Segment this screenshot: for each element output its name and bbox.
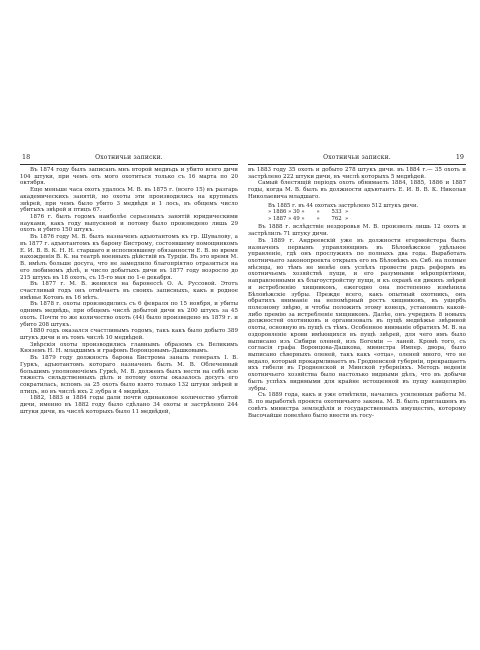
- paragraph: Въ 1889 г. Андреевскій уже въ должности егермейстера былъ назначенъ первымъ управляющимъ въ Бѣловѣжское удѣльное управленіе, гдѣ онъ прослужилъ по полныхъ два года. Выработать охотничьего законопроекта открылъ его въ Бѣловѣжъ къ Сиб. на полные мѣсяцы, но тѣмъ не менѣе онъ успѣлъ провести рядъ реформъ въ охотничьемъ хозяйствѣ пущи, и его разумными мѣропріятіями, направленными къ благоустройству пущи, и къ охранѣ ея дикихъ звѣрей и истребленію хищниковъ, ежегодно она постепенно измѣнила Бѣловѣжскіе зубры. Прежде всего, какъ опытный охотникъ, онъ обратилъ вниманіе на непомѣрный ростъ хищниковъ, въ ущербъ полезному звѣрю, и чтобы положить этому конецъ, установилъ какой-либо премію за истребленіе хищниковъ. Далѣе, онъ учредилъ 8 новыхъ должностей охотниковъ и организовалъ въ пущѣ медвѣжье звѣриной охоты, основную въ пущѣ съ тѣмъ. Особенное вниманіе обратилъ М. В. на оздоровленіе крови имѣющихся въ пущѣ звѣрей, для чего имъ было выписано изъ Сибири оленей, изъ Богеміи — ланей. Кромѣ того, съ согласія графа Воронцова-Дашкова, министра Импер. двора, было выписано сѣверныхъ оленей, такъ какъ «отца», оленей много, что не ведало, который прокармливаетъ въ Гродненской губерніи, прекращаетъ ихъ гибели въ Гродненской и Минской губерніяхъ. Методъ веденія охотничьего хозяйства было настолько видными дѣлъ, что въ добычи былъ успѣхъ видимыми для крайне истощенной въ пущу канцелярію зубры.: [248, 237, 466, 392]
- left-page: [20, 152, 238, 630]
- paragraph: Звѣрскія охоты производились главнымъ образомъ съ Великимъ Княземъ Н. Н. младшимъ и графомъ Воронцовымъ-Дашковымъ.: [20, 341, 238, 355]
- paragraph: Въ 1888 г. вслѣдствіе нездоровья М. В. произвелъ лишь 12 охоть и застрѣлилъ 71 штуку дичи.: [248, 224, 466, 238]
- paragraph: Въ 1879 году должность барона Бистрома заналь генералъ I. В. Гуркъ, адъютантомъ котораго назначенъ былъ М. В. Облеченный большимъ уполномочіемъ Гуркѣ, М. В. долженъ былъ нести на себѣ всю тяжесть сильдственныхъ дѣлъ и потому охоты оказалось досугъ его сократилась, вспомъ за 25 охоть было взято только 132 штуки звѣрей и птицъ, но въ числѣ ихъ 2 зубра и 4 медвѣдя.: [20, 355, 238, 395]
- book-gutter: [238, 152, 239, 630]
- left-page-body: [20, 167, 238, 416]
- paragraph: Съ 1889 года, какъ и уже отмѣтили, начались усиленныя работы М. В. по выработкѣ проекта охотничьяго закона. М. В. былъ приглашенъ въ совѣтъ министра земледѣлія и государственныхъ имуществъ, которому Высочайше повелѣно было внести въ госу-: [248, 392, 466, 419]
- header-rule: [20, 164, 238, 165]
- left-page-header: [20, 152, 238, 163]
- hunting-stats-list: [268, 203, 466, 223]
- header-rule: [248, 164, 466, 165]
- paragraph: Самый блестящій періодъ охоть обнимаеть 1884, 1885, 1886 и 1887 годы, когда М. В. былъ въ должности адъютантъ Е. И. В. В. К. Николая Николаевича младшаго.: [248, 180, 466, 200]
- stats-row: » 1887 » 49 » » 762 »: [268, 215, 349, 222]
- right-page: [248, 152, 466, 630]
- running-title: Охотничьи записки.: [323, 154, 391, 161]
- page-number: 18: [22, 153, 31, 161]
- book-spread: [12, 152, 468, 630]
- paragraph: Въ 1874 году былъ записанъ мнъ второй медвъдь и убито всего дичи 104 штуки, при чемъ оть мого охотиться только съ 16 марта по 20 октября.: [20, 167, 238, 187]
- right-page-body: [248, 167, 466, 419]
- paragraph: 1876 г. былъ годомъ наиболѣе серьезныхъ занятій юридическими науками, какъ году выпускной и потому было произведено лишь 29 охоть и убито 150 штукъ.: [20, 214, 238, 234]
- paragraph: Въ 1877 г. М. В. женился на баронессѣ О. А. Руссовой. Этотъ счастливый годъ онъ отмѣчаетъ въ своихъ записныхъ, какъ и родное имѣнье Котовъ въ 16 мѣтъ.: [20, 281, 238, 301]
- paragraph: 1882, 1883 и 1884 годы дали почти одинаковое количество убитой дичи, именно въ 1882 году было сдѣлано 34 охоты и застрѣлено 244 штуки дичи, въ числѣ которыхъ было 11 медвѣдей,: [20, 395, 238, 415]
- stats-row: » 1886 » 30 » » 533 »: [268, 209, 349, 216]
- paragraph: въ 1883 году 35 охоть и добыто 278 штукъ дичи. въ 1884 г.— 35 охоть и застрѣлено 222 штуки дичи, въ числѣ которыхъ 5 медвѣдей.: [248, 167, 466, 180]
- paragraph: Въ 1876 году М. В. былъ назначенъ адъютантомъ къ гр. Шувалову, а въ 1877 г. адъютантомъ къ барону Бистрому, состоявшему помощникомъ Е. И. В. В. К. Н. Н. старшаго и исполнявшему обязанности Е. В. во время нахожденія В. К. на театрѣ военныхъ дѣйствій въ Турціи. Въ это время М. В. имѣлъ больше досуга, что не замедлило благопріятно отразиться на его любимомъ дѣлѣ, и число добытыхъ дичи въ 1877 году возросло до 215 штукъ въ 18 охоть, съ 15-го мая по 1-е декабря.: [20, 234, 238, 281]
- running-title: Охотничьи записки.: [95, 154, 163, 161]
- paragraph: Въ 1878 г. охоты производились съ 6 февраля по 15 ноября, и убиты однимъ медвѣдь, при общемъ числѣ добытой дичи въ 200 штукъ за 45 охоть. Почти то же количество охоть (44) было произведено въ 1879 г. и убито 208 штукъ.: [20, 301, 238, 328]
- paragraph: 1880 годъ оказался счастливымъ годомъ, такъ какъ было добыто 389 штукъ дичи и въ томъ числѣ 10 медвѣдей.: [20, 328, 238, 341]
- right-page-header: [248, 152, 466, 163]
- paragraph: Еще меньше часа охоть удалось М. В. въ 1875 г. (всего 15) въ разгарь академическихъ занятій, но охоты эти производились на крупныхъ звѣрей, при чемъ было убито 3 медвѣдя и 1 лось, въ общемъ число убитыхъ звѣрей и птицъ 67.: [20, 187, 238, 214]
- page-number: 19: [455, 153, 464, 161]
- stats-row: Въ 1885 г. въ 44 охотахъ застрѣлено 512 штукъ дичи.: [268, 202, 419, 209]
